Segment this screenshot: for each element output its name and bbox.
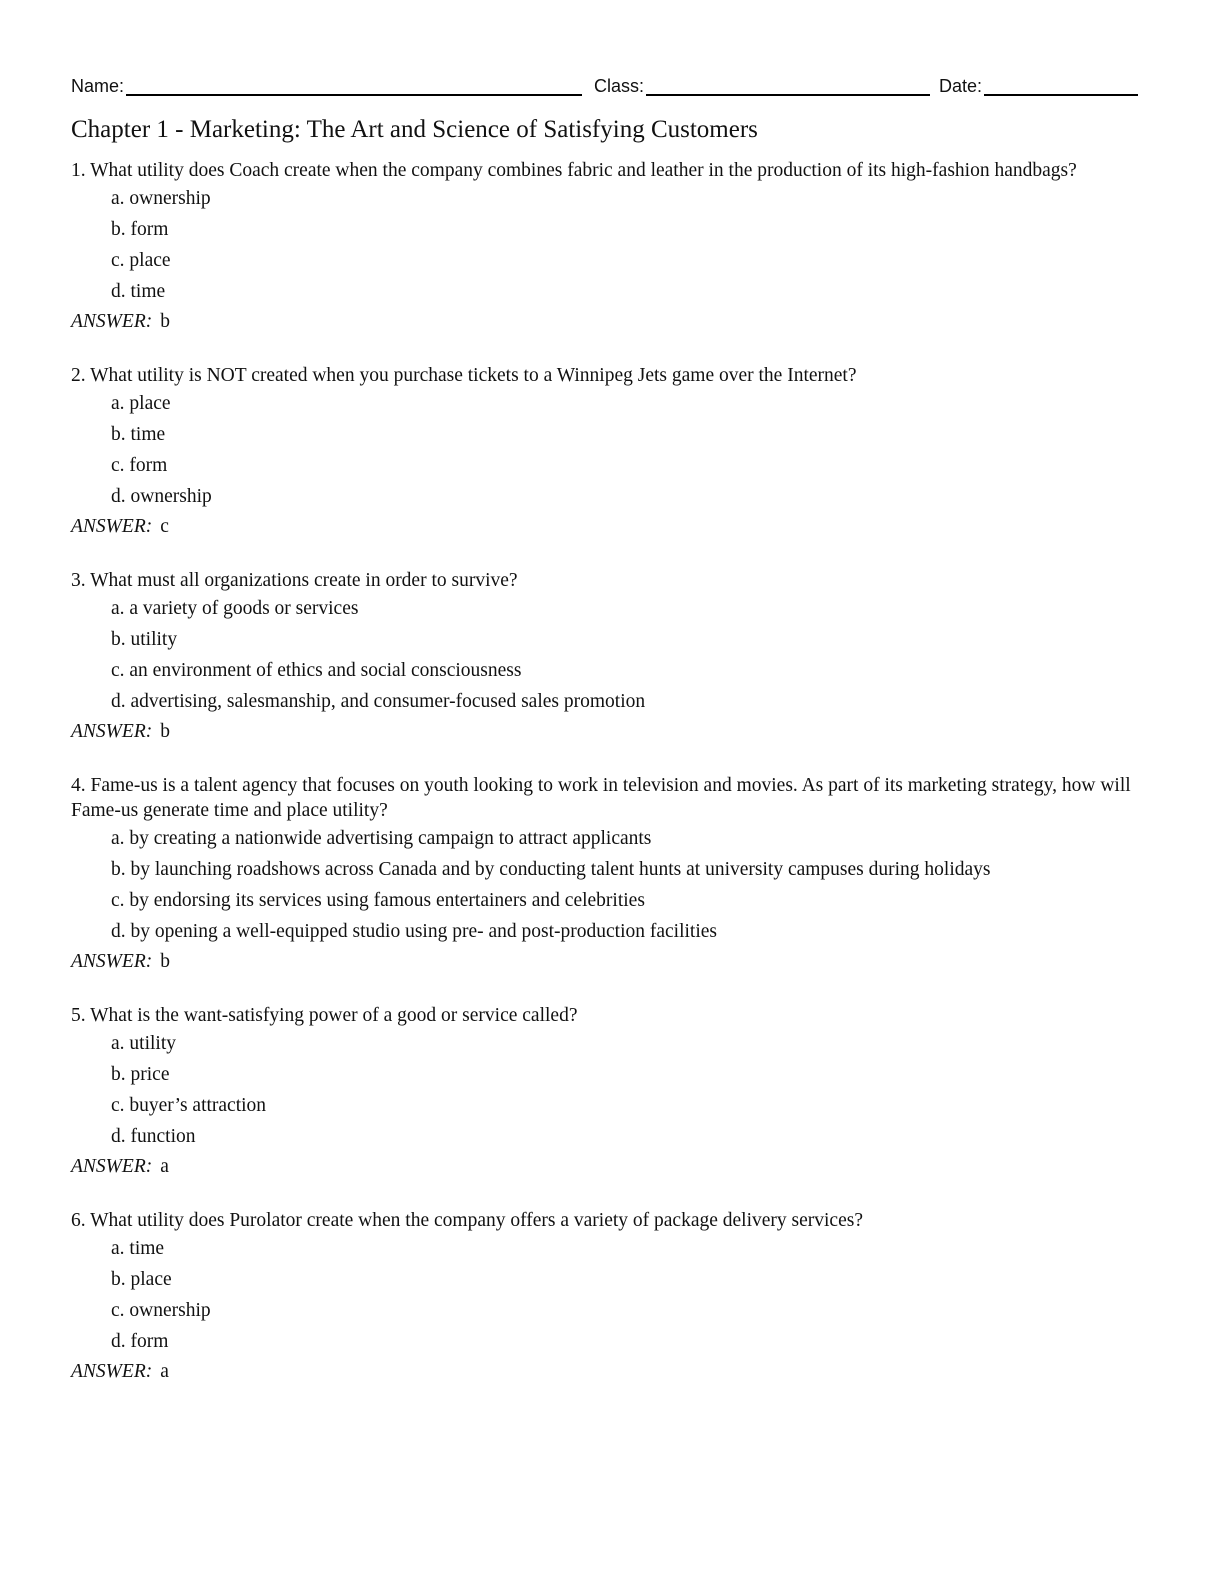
chapter-title: Chapter 1 - Marketing: The Art and Science of Satisfying Customers bbox=[71, 116, 758, 143]
question-stem: 2. What utility is NOT created when you purchase tickets to a Winnipeg Jets game over the Internet? bbox=[71, 365, 857, 386]
answer-option bbox=[111, 1059, 1151, 1090]
question-spacer bbox=[71, 974, 1151, 1003]
name-blank-line[interactable] bbox=[126, 74, 582, 96]
quiz-content bbox=[71, 114, 1151, 1384]
answer-line bbox=[71, 309, 1151, 334]
answer-option-text: c. ownership bbox=[111, 1300, 211, 1321]
answer-option bbox=[111, 1090, 1151, 1121]
answer-option bbox=[111, 1121, 1151, 1152]
answer-option bbox=[111, 624, 1151, 655]
answer-option-text: a. by creating a nationwide advertising campaign to attract applicants bbox=[111, 828, 652, 849]
answer-option bbox=[111, 419, 1151, 450]
answer-option-text: b. place bbox=[111, 1269, 172, 1290]
answer-value: a bbox=[160, 1361, 169, 1382]
answer-options bbox=[71, 1028, 1151, 1152]
answer-option-text: d. advertising, salesmanship, and consumer-focused sales promotion bbox=[111, 691, 646, 712]
answer-option-text: b. time bbox=[111, 424, 166, 445]
date-field[interactable] bbox=[939, 72, 1138, 96]
answer-value: b bbox=[160, 951, 170, 972]
answer-option bbox=[111, 388, 1151, 419]
answer-value: a bbox=[160, 1156, 169, 1177]
answer-option bbox=[111, 916, 1151, 947]
answer-option-text: c. an environment of ethics and social consciousness bbox=[111, 660, 522, 681]
answer-option bbox=[111, 823, 1151, 854]
answer-option bbox=[111, 276, 1151, 307]
name-field[interactable] bbox=[71, 72, 582, 96]
question-stem: 5. What is the want-satisfying power of a good or service called? bbox=[71, 1005, 578, 1026]
answer-value: b bbox=[160, 721, 170, 742]
answer-line bbox=[71, 514, 1151, 539]
student-info-header bbox=[71, 72, 1143, 98]
answer-option-text: c. by endorsing its services using famous entertainers and celebrities bbox=[111, 890, 645, 911]
answer-option-text: c. buyer’s attraction bbox=[111, 1095, 267, 1116]
question-stem: 6. What utility does Purolator create when the company offers a variety of package delivery services? bbox=[71, 1210, 863, 1231]
answer-option-text: a. a variety of goods or services bbox=[111, 598, 359, 619]
answer-options bbox=[71, 1233, 1151, 1357]
answer-options bbox=[71, 593, 1151, 717]
answer-option-text: b. price bbox=[111, 1064, 170, 1085]
answer-label: ANSWER: bbox=[71, 516, 153, 537]
date-label: Date: bbox=[939, 76, 983, 96]
class-field[interactable] bbox=[594, 72, 930, 96]
answer-options bbox=[71, 183, 1151, 307]
question-stem: 1. What utility does Coach create when the company combines fabric and leather in the production of its high-fashion handbags? bbox=[71, 160, 1077, 181]
answer-label: ANSWER: bbox=[71, 1361, 153, 1382]
answer-option-text: d. function bbox=[111, 1126, 196, 1147]
answer-option-text: d. time bbox=[111, 281, 166, 302]
answer-option bbox=[111, 854, 1151, 885]
answer-option bbox=[111, 450, 1151, 481]
answer-option-text: d. ownership bbox=[111, 486, 212, 507]
answer-option-text: a. place bbox=[111, 393, 171, 414]
answer-line bbox=[71, 719, 1151, 744]
answer-line bbox=[71, 949, 1151, 974]
question-spacer bbox=[71, 1179, 1151, 1208]
answer-option-text: d. form bbox=[111, 1331, 169, 1352]
answer-option-text: a. ownership bbox=[111, 188, 211, 209]
answer-option bbox=[111, 593, 1151, 624]
answer-option bbox=[111, 183, 1151, 214]
answer-option bbox=[111, 885, 1151, 916]
answer-label: ANSWER: bbox=[71, 1156, 153, 1177]
question-block bbox=[71, 568, 1151, 744]
question-stem: 4. Fame-us is a talent agency that focuses on youth looking to work in television and movies. As part of its marketing strategy, how will Fame-us generate time and place utility? bbox=[71, 775, 1131, 821]
answer-option bbox=[111, 1028, 1151, 1059]
answer-label: ANSWER: bbox=[71, 951, 153, 972]
question-block bbox=[71, 158, 1151, 334]
answer-options bbox=[71, 388, 1151, 512]
answer-options bbox=[71, 823, 1151, 947]
answer-option-text: a. utility bbox=[111, 1033, 176, 1054]
answer-label: ANSWER: bbox=[71, 721, 153, 742]
answer-option bbox=[111, 214, 1151, 245]
answer-option-text: c. form bbox=[111, 455, 168, 476]
answer-option bbox=[111, 481, 1151, 512]
question-spacer bbox=[71, 539, 1151, 568]
answer-option bbox=[111, 1233, 1151, 1264]
answer-option bbox=[111, 1326, 1151, 1357]
answer-line bbox=[71, 1154, 1151, 1179]
question-block bbox=[71, 1208, 1151, 1384]
answer-option bbox=[111, 1295, 1151, 1326]
class-blank-line[interactable] bbox=[646, 74, 930, 96]
answer-value: b bbox=[160, 311, 170, 332]
answer-option-text: b. by launching roadshows across Canada and by conducting talent hunts at university campuses during holidays bbox=[111, 859, 991, 880]
question-spacer bbox=[71, 334, 1151, 363]
question-block bbox=[71, 1003, 1151, 1179]
answer-option bbox=[111, 686, 1151, 717]
answer-option bbox=[111, 245, 1151, 276]
answer-option bbox=[111, 655, 1151, 686]
answer-option-text: b. form bbox=[111, 219, 169, 240]
answer-option bbox=[111, 1264, 1151, 1295]
question-spacer bbox=[71, 744, 1151, 773]
answer-option-text: b. utility bbox=[111, 629, 178, 650]
question-list bbox=[71, 158, 1151, 1384]
question-stem: 3. What must all organizations create in order to survive? bbox=[71, 570, 518, 591]
name-label: Name: bbox=[71, 76, 125, 96]
date-blank-line[interactable] bbox=[984, 74, 1138, 96]
answer-option-text: d. by opening a well-equipped studio using pre- and post-production facilities bbox=[111, 921, 717, 942]
answer-line bbox=[71, 1359, 1151, 1384]
answer-value: c bbox=[160, 516, 169, 537]
class-label: Class: bbox=[594, 76, 645, 96]
answer-option-text: a. time bbox=[111, 1238, 165, 1259]
answer-option-text: c. place bbox=[111, 250, 171, 271]
question-block bbox=[71, 363, 1151, 539]
question-block bbox=[71, 773, 1151, 974]
answer-label: ANSWER: bbox=[71, 311, 153, 332]
